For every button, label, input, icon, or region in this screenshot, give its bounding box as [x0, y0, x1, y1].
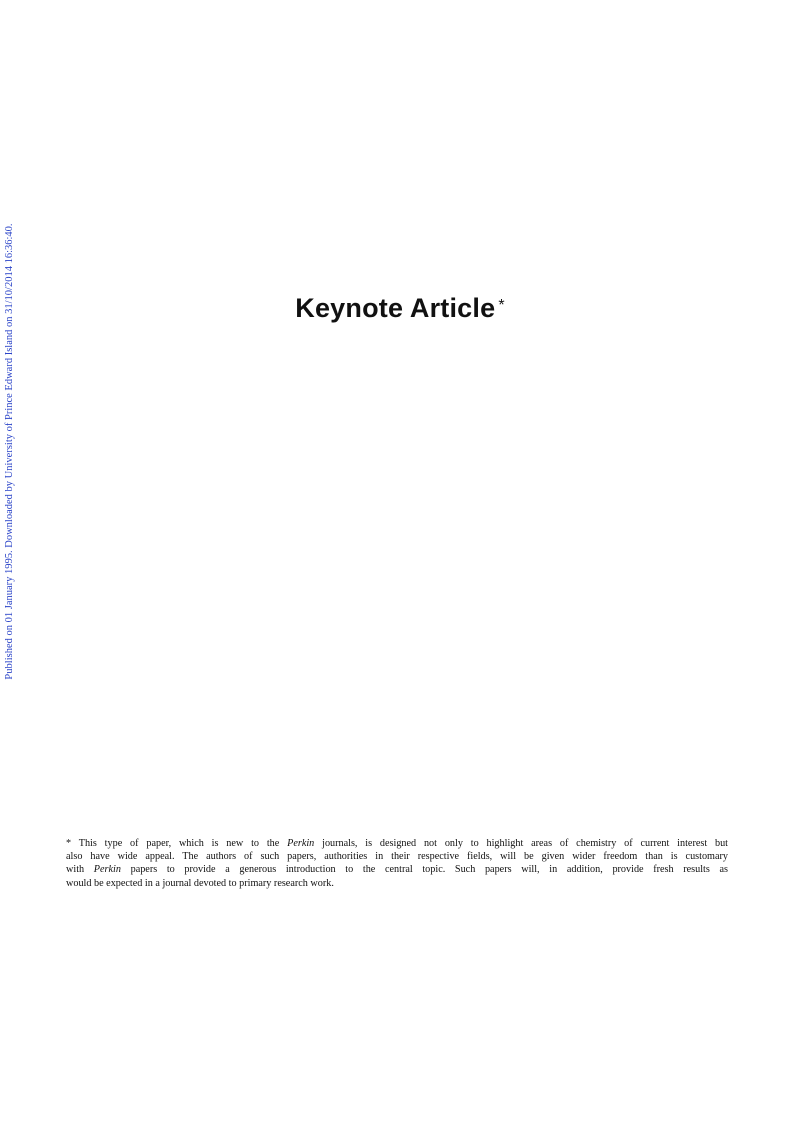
- footnote-text: papers to provide a generous introduction to the central topic. Such papers will, in addition, provide fresh results as: [120, 864, 728, 876]
- footnote-text: also have wide appeal. The authors of such papers, authorities in their respective fields, will be given wider freedom than is customary: [66, 851, 728, 863]
- article-heading-text: Keynote Article: [295, 293, 496, 323]
- footnote-text: would be expected in a journal devoted to primary research work.: [66, 877, 334, 889]
- footnote-line: [66, 877, 728, 890]
- footnote-text: journals, is designed not only to highlight areas of chemistry of current interest but: [314, 838, 729, 849]
- journal-name: Perkin: [93, 864, 121, 876]
- footnote-text: with: [66, 864, 94, 876]
- download-stamp-text: Published on 01 January 1995. Downloaded by University of Prince Edward Island on 31/10/2014 16:36:40.: [4, 223, 15, 680]
- download-stamp: [3, 214, 17, 689]
- footnote: [66, 837, 728, 890]
- footnote-line: [66, 837, 728, 850]
- footnote-line: [66, 863, 728, 876]
- footnote-text: * This type of paper, which is new to the: [66, 838, 288, 849]
- journal-name: Perkin: [287, 838, 315, 849]
- article-heading: [0, 289, 800, 327]
- footnote-marker: *: [498, 297, 505, 314]
- footnote-line: [66, 850, 728, 863]
